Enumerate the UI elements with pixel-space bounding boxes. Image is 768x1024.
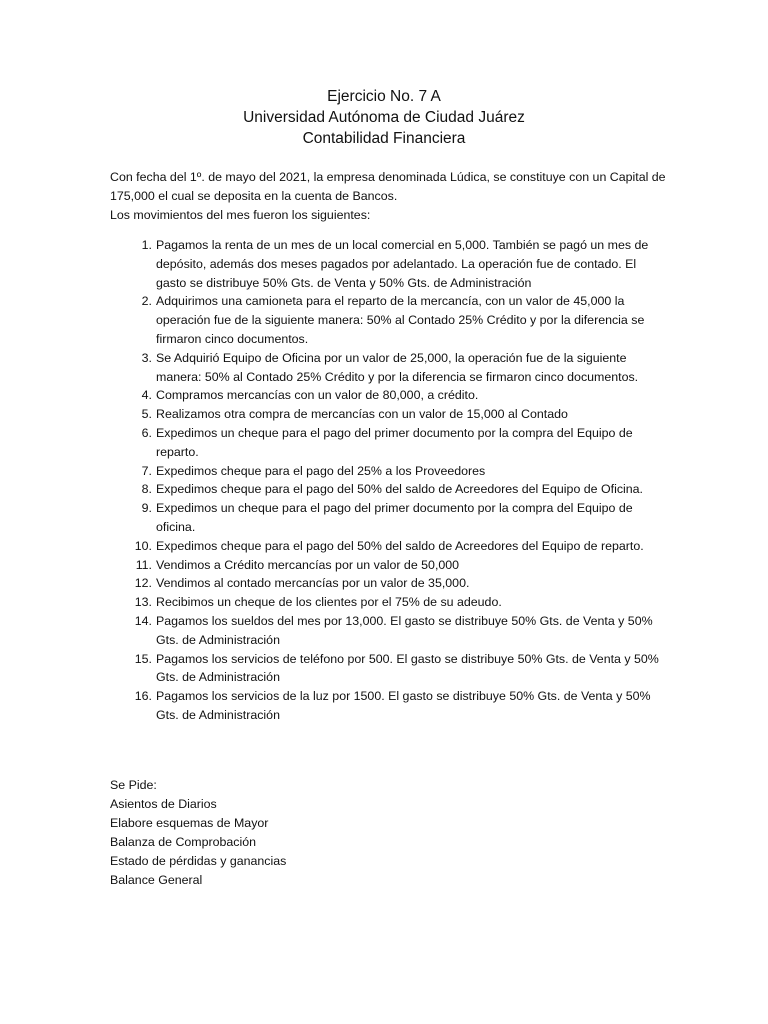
requirement-item: Balanza de Comprobación [110, 835, 257, 849]
item-number: 12. [134, 576, 152, 591]
item-text: Expedimos cheque para el pago del 50% del saldo de Acreedores del Equipo de reparto. [156, 538, 644, 553]
item-text: Recibimos un cheque de los clientes por el 75% de su adeudo. [156, 595, 502, 610]
item-number: 1. [141, 238, 152, 252]
requirements-section [110, 776, 510, 890]
item-text: Expedimos un cheque para el pago del primer documento por la compra del Equipo de reparto. [156, 425, 633, 459]
course-name: Contabilidad Financiera [302, 130, 466, 147]
item-number: 4. [141, 388, 152, 403]
item-text: Pagamos los sueldos del mes por 13,000. El gasto se distribuye 50% Gts. de Venta y 50% Gts. de Administración [156, 613, 653, 647]
movements-heading: Los movimientos del mes fueron los siguientes: [110, 208, 371, 222]
list-item [126, 236, 666, 292]
item-text: Pagamos la renta de un mes de un local comercial en 5,000. También se pagó un mes de depósito, además dos meses pagados por adelantado. La operación fue de contado. El gasto se distribuye 50% Gts. de Venta y 50% Gts. de Administración [156, 238, 649, 290]
list-item [126, 480, 666, 499]
item-text: Adquirimos una camioneta para el reparto de la mercancía, con un valor de 45,000 la operación fue de la siguiente manera: 50% al Contado 25% Crédito y por la diferencia se firmaron cinco documentos. [156, 294, 645, 346]
item-text: Vendimos al contado mercancías por un valor de 35,000. [156, 576, 470, 591]
item-number: 9. [141, 501, 152, 516]
item-text: Se Adquirió Equipo de Oficina por un valor de 25,000, la operación fue de la siguiente manera: 50% al Contado 25% Crédito y por la diferencia se firmaron cinco documentos. [156, 350, 639, 384]
list-item [126, 424, 666, 462]
list-item [126, 593, 666, 612]
item-text: Vendimos a Crédito mercancías por un valor de 50,000 [156, 557, 460, 572]
item-text: Expedimos un cheque para el pago del primer documento por la compra del Equipo de oficina. [156, 501, 633, 534]
item-number: 5. [141, 407, 152, 422]
item-number: 6. [141, 425, 152, 440]
item-text: Pagamos los servicios de teléfono por 500. El gasto se distribuye 50% Gts. de Venta y 50% Gts. de Administración [156, 651, 659, 685]
exercise-title: Ejercicio No. 7 A [327, 88, 441, 105]
item-text: Compramos mercancías con un valor de 80,000, a crédito. [156, 388, 479, 403]
item-number: 7. [141, 463, 152, 478]
item-number: 2. [141, 294, 152, 309]
requirement-item: Balance General [110, 873, 203, 887]
item-number: 10. [134, 538, 152, 553]
list-item [126, 292, 666, 348]
list-item [126, 612, 666, 650]
list-item [126, 687, 666, 725]
item-number: 3. [141, 350, 152, 365]
item-number: 16. [134, 689, 152, 704]
list-item [126, 537, 666, 556]
item-text: Expedimos cheque para el pago del 50% del saldo de Acreedores del Equipo de Oficina. [156, 482, 644, 497]
item-number: 14. [134, 613, 152, 628]
requirement-item: Estado de pérdidas y ganancias [110, 854, 287, 868]
requirements-title: Se Pide: [110, 778, 157, 792]
item-number: 13. [134, 595, 152, 610]
item-number: 8. [141, 482, 152, 497]
list-item [126, 499, 666, 537]
item-text: Pagamos los servicios de la luz por 1500. El gasto se distribuye 50% Gts. de Venta y 50% Gts. de Administración [156, 689, 651, 722]
list-item [126, 556, 666, 575]
list-item [126, 349, 666, 387]
list-item [126, 386, 666, 405]
item-text: Realizamos otra compra de mercancías con un valor de 15,000 al Contado [156, 407, 568, 422]
list-item [126, 574, 666, 593]
item-number: 11. [135, 557, 152, 572]
list-item [126, 650, 666, 688]
movements-list [126, 236, 666, 725]
intro-paragraph: Con fecha del 1º. de mayo del 2021, la empresa denominada Lúdica, se constituye con un Capital de 175,000 el cual se deposita en la cuenta de Bancos. [110, 170, 666, 203]
list-item [126, 405, 666, 424]
university-name: Universidad Autónoma de Ciudad Juárez [243, 109, 525, 126]
item-text: Expedimos cheque para el pago del 25% a los Proveedores [156, 463, 486, 478]
requirement-item: Elabore esquemas de Mayor [110, 816, 269, 830]
intro-section [110, 168, 670, 225]
document-header [0, 86, 768, 149]
requirement-item: Asientos de Diarios [110, 797, 217, 811]
list-item [126, 462, 666, 481]
item-number: 15. [134, 651, 152, 666]
